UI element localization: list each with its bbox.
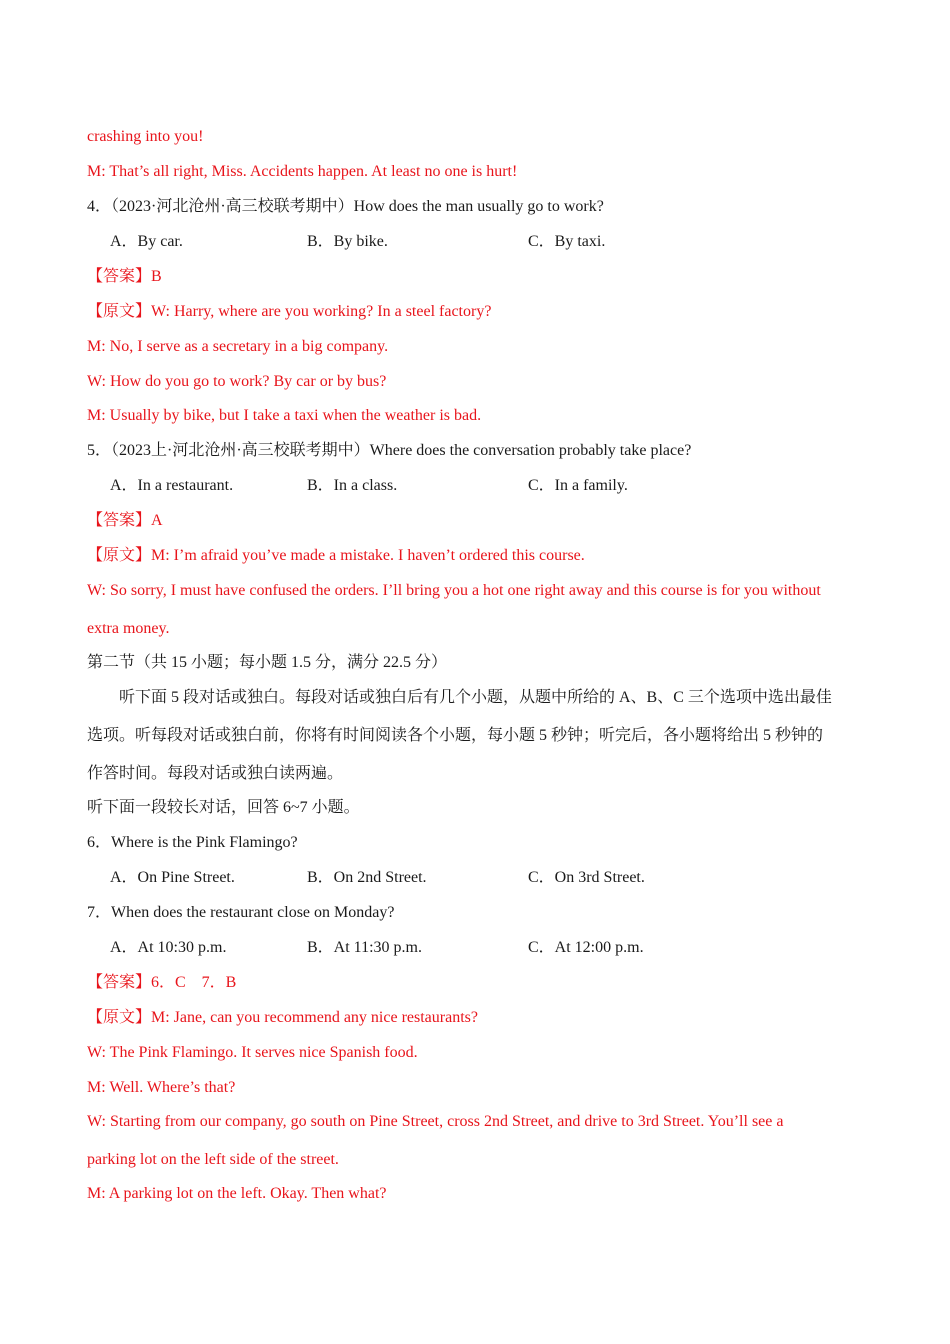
instructions-line: 选项。听每段对话或独白前，你将有时间阅读各个小题，每小题 5 秒钟；听完后，各小题将给出 5 秒钟的 (87, 727, 824, 744)
transcript-4: 【原文】W: Harry, where are you working? In a steel factory? (87, 303, 492, 320)
transcript-line: parking lot on the left side of the street. (87, 1151, 339, 1168)
transcript-line: M: No, I serve as a secretary in a big company. (87, 338, 389, 355)
q5-option-c: C．In a family. (528, 477, 628, 494)
q6-option-a: A．On Pine Street. (110, 869, 235, 886)
transcript-line: M: That’s all right, Miss. Accidents happen. At least no one is hurt! (87, 163, 518, 180)
q4-option-c: C．By taxi. (528, 233, 606, 250)
answer-5: 【答案】A (87, 512, 163, 529)
answer-4: 【答案】B (87, 268, 162, 285)
question-5: 5．（2023上·河北沧州·高三校联考期中）Where does the conversation probably take place? (87, 442, 692, 459)
q6-option-b: B．On 2nd Street. (307, 869, 427, 886)
q6-option-c: C．On 3rd Street. (528, 869, 645, 886)
instructions-line: 听下面 5 段对话或独白。每段对话或独白后有几个小题，从题中所给的 A、B、C 三个选项中选出最佳 (119, 689, 832, 706)
transcript-line: M: Well. Where’s that? (87, 1079, 236, 1096)
listening-prompt: 听下面一段较长对话，回答 6~7 小题。 (87, 799, 360, 816)
transcript-line: extra money. (87, 620, 170, 637)
q4-option-a: A．By car. (110, 233, 183, 250)
transcript-5: 【原文】M: I’m afraid you’ve made a mistake. I haven’t ordered this course. (87, 547, 585, 564)
transcript-line: W: Starting from our company, go south on Pine Street, cross 2nd Street, and drive to 3rd Street. You’ll see a (87, 1113, 784, 1130)
q7-option-a: A．At 10:30 p.m. (110, 939, 227, 956)
transcript-line: M: Usually by bike, but I take a taxi when the weather is bad. (87, 407, 482, 424)
transcript-line: W: How do you go to work? By car or by bus? (87, 373, 387, 390)
q5-option-b: B．In a class. (307, 477, 398, 494)
transcript-6-7: 【原文】M: Jane, can you recommend any nice restaurants? (87, 1009, 478, 1026)
transcript-line: crashing into you! (87, 128, 204, 145)
transcript-line: M: A parking lot on the left. Okay. Then what? (87, 1185, 387, 1202)
question-4: 4．（2023·河北沧州·高三校联考期中）How does the man usually go to work? (87, 198, 604, 215)
q4-option-b: B．By bike. (307, 233, 388, 250)
question-6: 6．Where is the Pink Flamingo? (87, 834, 298, 851)
instructions-line: 作答时间。每段对话或独白读两遍。 (87, 765, 344, 782)
transcript-line: W: The Pink Flamingo. It serves nice Spanish food. (87, 1044, 418, 1061)
q7-option-b: B．At 11:30 p.m. (307, 939, 422, 956)
q5-option-a: A．In a restaurant. (110, 477, 234, 494)
transcript-line: W: So sorry, I must have confused the orders. I’ll bring you a hot one right away and this course is for you without (87, 582, 821, 599)
q7-option-c: C．At 12:00 p.m. (528, 939, 644, 956)
question-7: 7．When does the restaurant close on Monday? (87, 904, 395, 921)
answer-6-7: 【答案】6．C 7．B (87, 974, 237, 991)
section-2-heading: 第二节（共 15 小题；每小题 1.5 分，满分 22.5 分） (87, 654, 448, 671)
